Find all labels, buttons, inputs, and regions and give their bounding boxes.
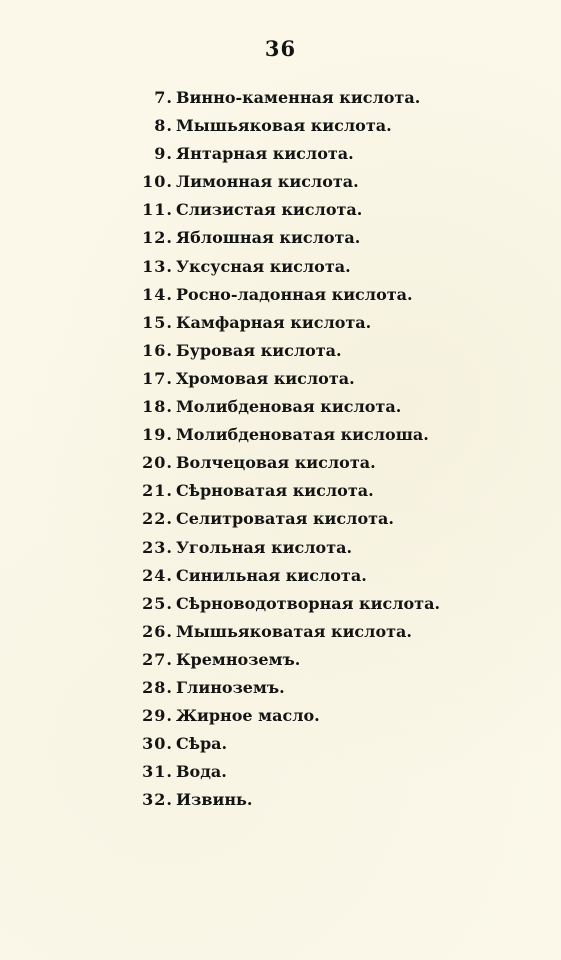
item-number: 23. bbox=[142, 537, 173, 557]
item-number: 8. bbox=[154, 116, 173, 136]
list-item bbox=[0, 337, 561, 365]
list-item bbox=[0, 309, 561, 337]
item-number: 29. bbox=[142, 706, 173, 726]
item-name: Буровая кислота. bbox=[176, 340, 342, 360]
item-name: Жирное масло. bbox=[176, 706, 320, 726]
list-item bbox=[0, 140, 561, 168]
item-number: 21. bbox=[142, 481, 173, 501]
list-item bbox=[0, 618, 561, 646]
item-number: 13. bbox=[142, 256, 173, 276]
item-name: Сѣра. bbox=[176, 734, 228, 754]
list-item bbox=[0, 758, 561, 786]
item-name: Вода. bbox=[176, 762, 227, 782]
item-name: Молибденовая кислота. bbox=[176, 397, 402, 417]
item-number: 18. bbox=[142, 397, 173, 417]
item-number: 27. bbox=[142, 649, 173, 669]
item-name: Янтарная кислота. bbox=[176, 144, 354, 164]
page-number: 36 bbox=[264, 36, 297, 61]
item-name: Кремноземъ. bbox=[176, 649, 301, 669]
acid-list bbox=[0, 84, 561, 814]
list-item bbox=[0, 168, 561, 196]
list-item bbox=[0, 449, 561, 477]
item-name: Хромовая кислота. bbox=[176, 368, 355, 388]
item-number: 25. bbox=[142, 593, 173, 613]
item-name: Уксусная кислота. bbox=[176, 256, 351, 276]
item-number: 19. bbox=[142, 425, 173, 445]
item-name: Извинь. bbox=[176, 790, 253, 810]
item-number: 11. bbox=[142, 200, 173, 220]
list-item bbox=[0, 562, 561, 590]
list-item bbox=[0, 674, 561, 702]
list-item bbox=[0, 281, 561, 309]
item-number: 26. bbox=[142, 621, 173, 641]
item-name: Мышьяковатая кислота. bbox=[176, 621, 412, 641]
item-number: 7. bbox=[154, 88, 173, 107]
list-item bbox=[0, 224, 561, 252]
item-name: Селитроватая кислота. bbox=[176, 509, 394, 529]
list-item bbox=[0, 646, 561, 674]
list-item bbox=[0, 421, 561, 449]
item-name: Молибденоватая кислоша. bbox=[176, 425, 429, 445]
item-number: 14. bbox=[142, 284, 173, 304]
item-name: Мышьяковая кислота. bbox=[176, 116, 392, 136]
item-name: Синильная кислота. bbox=[176, 565, 367, 585]
item-number: 9. bbox=[154, 144, 173, 164]
list-item bbox=[0, 477, 561, 505]
list-item bbox=[0, 393, 561, 421]
item-name: Угольная кислота. bbox=[176, 537, 353, 557]
item-number: 28. bbox=[142, 677, 173, 697]
item-number: 15. bbox=[142, 312, 173, 332]
item-number: 10. bbox=[142, 172, 173, 192]
item-name: Волчецовая кислота. bbox=[176, 453, 376, 473]
list-item bbox=[0, 590, 561, 618]
list-item bbox=[0, 730, 561, 758]
item-number: 17. bbox=[142, 368, 173, 388]
item-name: Яблошная кислота. bbox=[176, 228, 361, 248]
item-number: 32. bbox=[142, 790, 173, 810]
item-number: 31. bbox=[142, 762, 173, 782]
item-name: Росно-ладонная кислота. bbox=[176, 284, 413, 304]
item-name: Винно-каменная кислота. bbox=[176, 88, 421, 107]
item-number: 24. bbox=[142, 565, 173, 585]
item-name: Камфарная кислота. bbox=[176, 312, 372, 332]
item-name: Глиноземъ. bbox=[176, 677, 285, 697]
item-name: Сѣрноватая кислота. bbox=[176, 481, 374, 501]
item-name: Лимонная кислота. bbox=[176, 172, 359, 192]
item-number: 30. bbox=[142, 734, 173, 754]
list-item bbox=[0, 112, 561, 140]
list-item bbox=[0, 505, 561, 533]
item-number: 16. bbox=[142, 340, 173, 360]
item-number: 22. bbox=[142, 509, 173, 529]
item-number: 12. bbox=[142, 228, 173, 248]
list-item bbox=[0, 786, 561, 814]
item-name: Сѣрноводотворная кислота. bbox=[176, 593, 441, 613]
list-item bbox=[0, 84, 561, 112]
list-item bbox=[0, 365, 561, 393]
list-item bbox=[0, 196, 561, 224]
item-number: 20. bbox=[142, 453, 173, 473]
list-item bbox=[0, 534, 561, 562]
list-item bbox=[0, 253, 561, 281]
item-name: Слизистая кислота. bbox=[176, 200, 363, 220]
list-item bbox=[0, 702, 561, 730]
